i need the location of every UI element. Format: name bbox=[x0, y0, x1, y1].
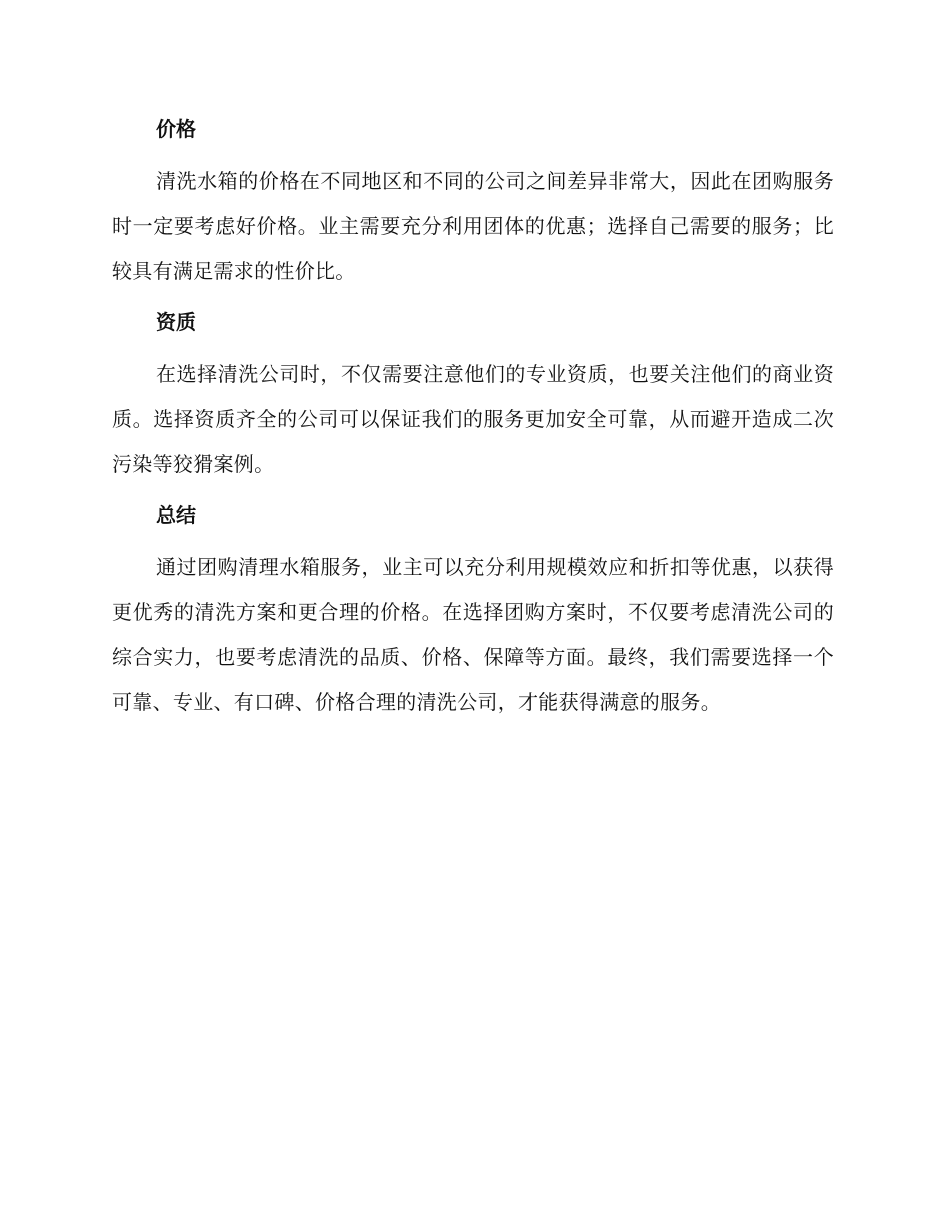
document-page bbox=[112, 112, 834, 736]
section-qualification bbox=[112, 305, 834, 487]
section-price bbox=[112, 112, 834, 294]
section-summary bbox=[112, 498, 834, 725]
section-paragraph: 清洗水箱的价格在不同地区和不同的公司之间差异非常大，因此在团购服务时一定要考虑好价格。业主需要充分利用团体的优惠；选择自己需要的服务；比较具有满足需求的性价比。 bbox=[112, 169, 834, 283]
section-paragraph: 在选择清洗公司时，不仅需要注意他们的专业资质，也要关注他们的商业资质。选择资质齐全的公司可以保证我们的服务更加安全可靠，从而避开造成二次污染等狡猾案例。 bbox=[112, 362, 834, 476]
section-heading: 价格 bbox=[156, 117, 196, 141]
section-paragraph: 通过团购清理水箱服务，业主可以充分利用规模效应和折扣等优惠，以获得更优秀的清洗方案和更合理的价格。在选择团购方案时，不仅要考虑清洗公司的综合实力，也要考虑清洗的品质、价格、保障等方面。最终，我们需要选择一个可靠、专业、有口碑、价格合理的清洗公司，才能获得满意的服务。 bbox=[112, 555, 834, 714]
section-heading: 资质 bbox=[156, 310, 196, 334]
section-heading: 总结 bbox=[156, 503, 196, 527]
